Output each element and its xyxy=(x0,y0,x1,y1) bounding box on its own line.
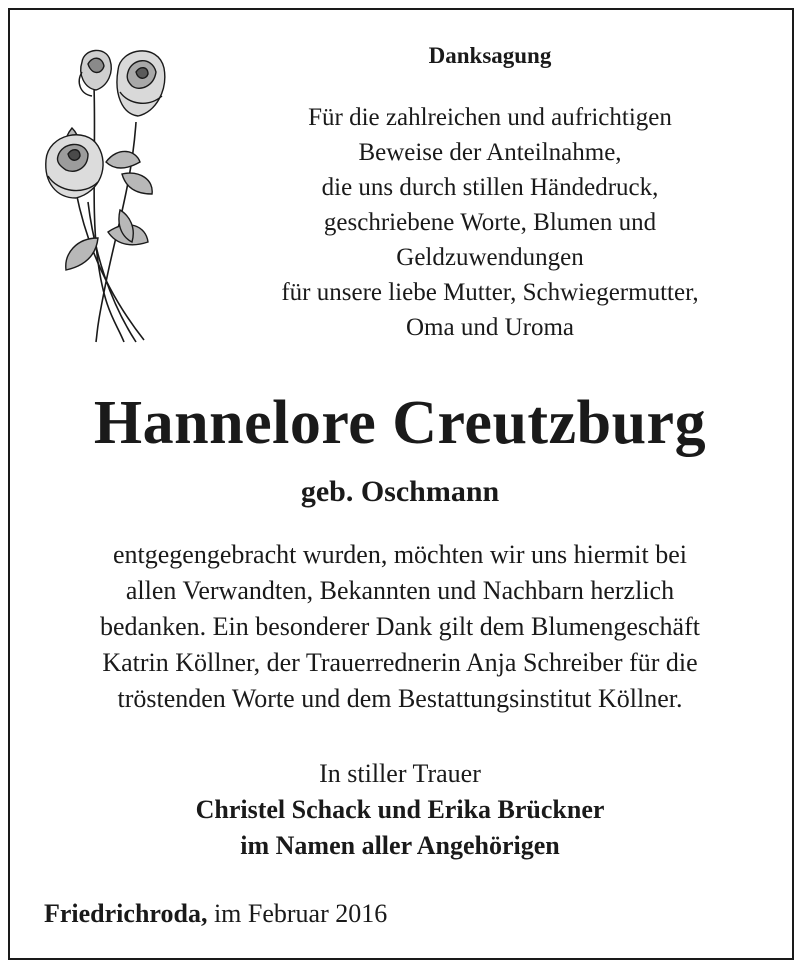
intro-line: geschriebene Worte, Blumen und xyxy=(323,209,657,236)
date-text: im Februar 2016 xyxy=(213,899,388,928)
mourning-intro: In stiller Trauer xyxy=(319,759,481,788)
intro-line: Für die zahlreichen und aufrichtigen xyxy=(308,104,672,131)
signatory-note: im Namen aller Angehörigen xyxy=(240,831,560,860)
intro-line: Oma und Uroma xyxy=(405,314,575,341)
notice-heading: Danksagung xyxy=(428,43,552,68)
body-line: tröstenden Worte und dem Bestattungsinstitut Köllner. xyxy=(117,684,683,713)
intro-paragraph xyxy=(230,100,750,345)
body-line: entgegengebracht wurden, möchten wir uns hiermit bei xyxy=(113,540,687,569)
thanks-paragraph xyxy=(0,537,800,717)
body-line: allen Verwandten, Bekannten und Nachbarn herzlich xyxy=(125,576,675,605)
intro-line: Beweise der Anteilnahme, xyxy=(358,139,622,166)
intro-line: für unsere liebe Mutter, Schwiegermutter, xyxy=(281,279,699,306)
intro-line: Geldzuwendungen xyxy=(396,244,584,271)
place-date xyxy=(44,896,387,932)
intro-line: die uns durch stillen Händedruck, xyxy=(321,174,659,201)
signature-block xyxy=(0,756,800,864)
place-name: Friedrichroda, xyxy=(44,899,208,928)
body-line: Katrin Köllner, der Trauerrednerin Anja Schreiber für die xyxy=(102,648,698,677)
deceased-name: Hannelore Creutzburg xyxy=(93,389,707,457)
signatory-names: Christel Schack und Erika Brückner xyxy=(195,795,605,824)
body-line: bedanken. Ein besonderer Dank gilt dem Blumengeschäft xyxy=(100,612,700,641)
birth-name: geb. Oschmann xyxy=(300,475,500,508)
roses-illustration-icon xyxy=(36,42,166,348)
